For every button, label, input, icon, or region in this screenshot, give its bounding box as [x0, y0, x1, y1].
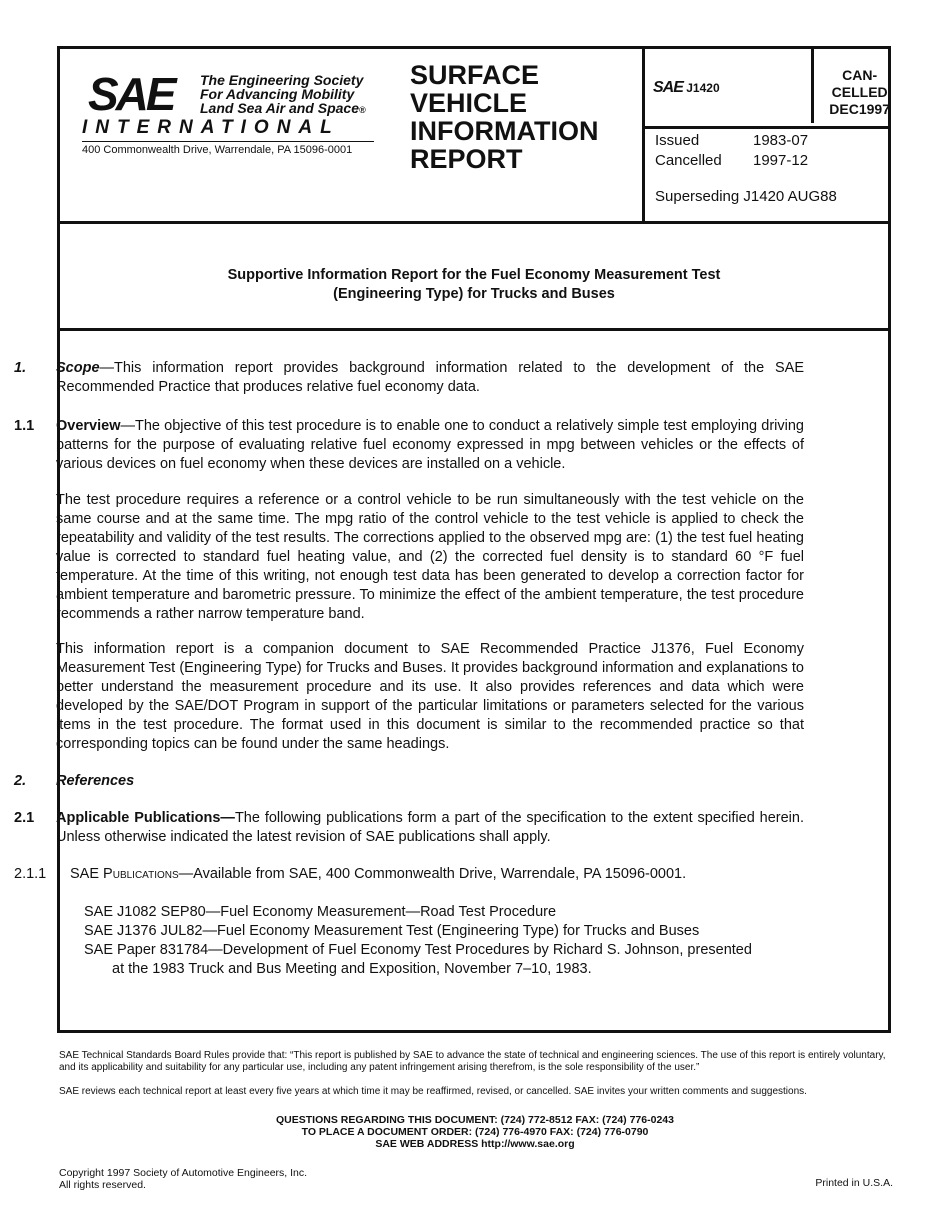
international-label: INTERNATIONAL — [82, 117, 340, 138]
contact-info: QUESTIONS REGARDING THIS DOCUMENT: (724) 772-8512 FAX: (724) 776-0243 TO PLACE A DOCUMENT ORDER: (724) 776-4970 FAX: (724) 776-0790 SAE WEB ADDRESS http://www.sae.org — [276, 1114, 674, 1150]
header — [60, 49, 888, 224]
copyright: Copyright 1997 Society of Automotive Engineers, Inc. All rights reserved. — [59, 1167, 308, 1191]
list-item: SAE J1082 SEP80—Fuel Economy Measurement—Road Test Procedure — [84, 904, 557, 920]
superseding-note: Superseding J1420 AUG88 — [655, 188, 837, 205]
reference-list — [84, 903, 824, 979]
document-number: SAE J1420 — [653, 79, 720, 96]
document-dates: Issued 1983-07 Cancelled 1997-12 — [655, 132, 809, 169]
list-item: SAE Paper 831784—Development of Fuel Economy Test Procedures by Richard S. Johnson, presented — [84, 942, 752, 958]
printed-note: Printed in U.S.A. — [815, 1177, 893, 1189]
report-type: SURFACE VEHICLE INFORMATION REPORT — [410, 60, 599, 174]
cancelled-stamp: CAN- CELLED DEC1997 — [811, 49, 894, 123]
title-box — [60, 224, 888, 331]
list-item: at the 1983 Truck and Bus Meeting and Exposition, November 7–10, 1983. — [112, 961, 592, 977]
document-title: Supportive Information Report for the Fuel Economy Measurement Test (Engineering Type) for Trucks and Buses — [227, 267, 721, 302]
sae-address: 400 Commonwealth Drive, Warrendale, PA 15096-0001 — [82, 144, 353, 156]
divider — [82, 141, 374, 142]
document-info-box — [642, 49, 891, 221]
list-item: SAE J1376 JUL82—Fuel Economy Measurement Test (Engineering Type) for Trucks and Buses — [84, 923, 700, 939]
society-tagline: The Engineering Society For Advancing Mobility Land Sea Air and Space® — [200, 72, 366, 116]
sae-logo-mark: SAE — [88, 68, 174, 120]
footer-rules: SAE Technical Standards Board Rules provide that: “This report is published by SAE to advance the state of technical and engineering sciences. The use of this report is entirely voluntary, and its applicability and suitability for any particular use, including any patent infringement arising therefrom, is the sole responsibility of the user.” SAE reviews each technical report at least every five years at which time it may be reaffirmed, revised, or cancelled. SAE invites your written comments and suggestions. — [59, 1050, 886, 1097]
